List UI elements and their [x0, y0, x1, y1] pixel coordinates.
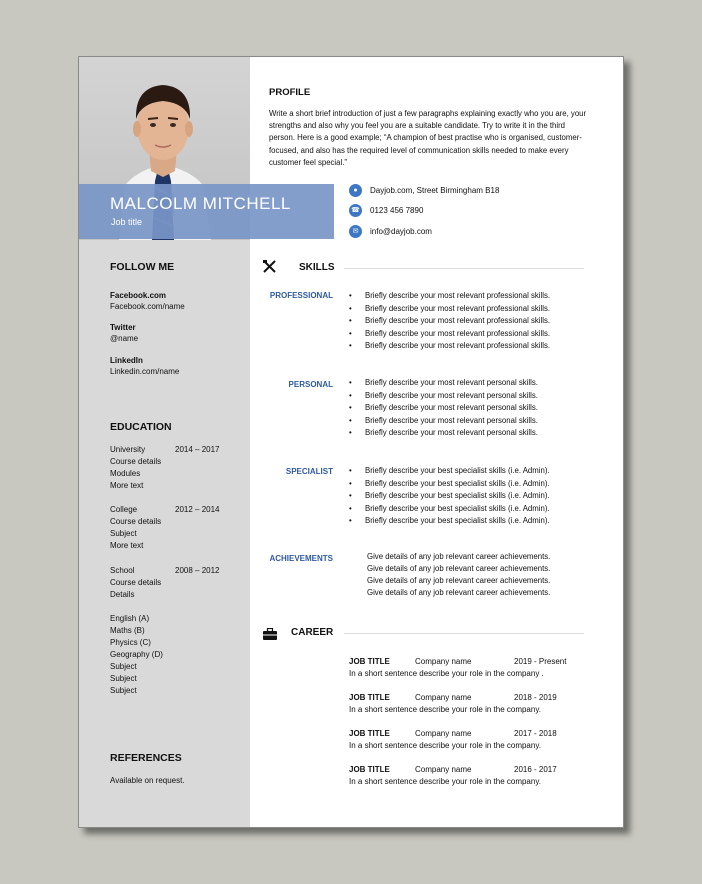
skills-heading: SKILLS [299, 262, 335, 273]
career-entry [349, 692, 599, 716]
achievement-item: Give details of any job relevant career achievements. [367, 576, 551, 585]
skill-item: • Briefly describe your best specialist skills (i.e. Admin). [347, 478, 550, 491]
skill-item: • Briefly describe your most relevant personal skills. [347, 427, 538, 440]
facebook-label: Facebook.com [110, 291, 167, 300]
skill-item: • Briefly describe your most relevant professional skills. [347, 328, 550, 341]
facebook-link[interactable]: Facebook.com/name [110, 302, 185, 311]
skill-item: • Briefly describe your most relevant professional skills. [347, 303, 550, 316]
career-dates: 2019 - Present [514, 657, 567, 666]
achievements-list [367, 551, 550, 599]
career-heading: CAREER [291, 627, 334, 638]
email-icon: ✉ [349, 225, 362, 238]
resume-page [78, 56, 624, 828]
career-job-title: JOB TITLE [349, 693, 390, 702]
education-line: Modules [110, 469, 141, 478]
education-block [110, 565, 240, 601]
skill-item: • Briefly describe your most relevant professional skills. [347, 290, 550, 303]
subject-item: Maths (B) [110, 626, 145, 635]
career-description: In a short sentence describe your role in the company. [349, 741, 541, 750]
briefcase-icon [263, 627, 277, 645]
education-block [110, 444, 240, 492]
career-entry [349, 656, 599, 680]
skill-item: • Briefly describe your most relevant personal skills. [347, 415, 538, 428]
education-years: 2014 – 2017 [175, 445, 220, 454]
skill-item: • Briefly describe your best specialist skills (i.e. Admin). [347, 465, 550, 478]
subject-item: Subject [110, 674, 137, 683]
candidate-job-title: Job title [111, 217, 143, 227]
education-line: Course details [110, 578, 162, 587]
education-line: College [110, 505, 138, 514]
skill-item: • Briefly describe your best specialist skills (i.e. Admin). [347, 503, 550, 516]
references-text: Available on request. [110, 776, 185, 785]
education-line: More text [110, 481, 144, 490]
education-line: Course details [110, 517, 162, 526]
career-company: Company name [415, 729, 472, 738]
achievement-item: Give details of any job relevant career achievements. [367, 552, 551, 561]
achievements-label: ACHIEVEMENTS [269, 554, 333, 563]
education-line: Subject [110, 529, 137, 538]
career-description: In a short sentence describe your role in the company. [349, 777, 541, 786]
follow-heading: FOLLOW ME [110, 261, 175, 273]
specialist-skills-list [347, 465, 550, 528]
subject-item: Geography (D) [110, 650, 163, 659]
skill-item: • Briefly describe your most relevant professional skills. [347, 315, 550, 328]
tools-icon [263, 260, 276, 278]
linkedin-label: LinkedIn [110, 356, 143, 365]
education-block [110, 504, 240, 552]
phone-text[interactable]: 0123 456 7890 [370, 206, 424, 215]
career-company: Company name [415, 657, 472, 666]
twitter-label: Twitter [110, 323, 136, 332]
skill-group-label: PERSONAL [288, 380, 333, 389]
education-years: 2012 – 2014 [175, 505, 220, 514]
career-dates: 2018 - 2019 [514, 693, 557, 702]
skill-item: • Briefly describe your best specialist skills (i.e. Admin). [347, 490, 550, 503]
education-line: Course details [110, 457, 162, 466]
subject-item: Subject [110, 662, 137, 671]
career-job-title: JOB TITLE [349, 729, 390, 738]
education-line: Details [110, 590, 135, 599]
achievement-item: Give details of any job relevant career achievements. [367, 564, 551, 573]
career-company: Company name [415, 693, 472, 702]
twitter-handle[interactable]: @name [110, 334, 139, 343]
subjects-list [110, 613, 240, 697]
map-pin-icon: ● [349, 184, 362, 197]
education-line: School [110, 566, 135, 575]
education-heading: EDUCATION [110, 421, 172, 433]
linkedin-link[interactable]: Linkedin.com/name [110, 367, 180, 376]
subject-item: Physics (C) [110, 638, 151, 647]
education-years: 2008 – 2012 [175, 566, 220, 575]
profile-heading: PROFILE [269, 87, 311, 98]
career-job-title: JOB TITLE [349, 657, 390, 666]
career-description: In a short sentence describe your role in the company . [349, 669, 544, 678]
career-description: In a short sentence describe your role in the company. [349, 705, 541, 714]
education-line: More text [110, 541, 144, 550]
skill-group-label: PROFESSIONAL [269, 291, 333, 300]
skill-item: • Briefly describe your most relevant professional skills. [347, 340, 550, 353]
career-dates: 2017 - 2018 [514, 729, 557, 738]
skill-item: • Briefly describe your most relevant personal skills. [347, 377, 538, 390]
subject-item: Subject [110, 686, 137, 695]
skills-divider [344, 268, 584, 269]
address-text: Dayjob.com, Street Birmingham B18 [370, 186, 500, 195]
achievement-item: Give details of any job relevant career achievements. [367, 588, 551, 597]
skill-item: • Briefly describe your most relevant personal skills. [347, 402, 538, 415]
career-dates: 2016 - 2017 [514, 765, 557, 774]
phone-icon: ☎ [349, 204, 362, 217]
career-entry [349, 728, 599, 752]
skill-group-label: SPECIALIST [285, 467, 333, 476]
career-job-title: JOB TITLE [349, 765, 390, 774]
education-line: University [110, 445, 146, 454]
career-divider [344, 633, 584, 634]
personal-skills-list [347, 377, 538, 440]
email-text[interactable]: info@dayjob.com [370, 227, 432, 236]
career-entry [349, 764, 599, 788]
skill-item: • Briefly describe your most relevant personal skills. [347, 390, 538, 403]
professional-skills-list [347, 290, 550, 353]
subject-item: English (A) [110, 614, 150, 623]
references-heading: REFERENCES [110, 752, 182, 764]
candidate-name: MALCOLM MITCHELL [110, 194, 291, 213]
profile-text: Write a short brief introduction of just a few paragraphs explaining exactly who you are, your strengths and also why you feel you are a suitable candidate. Try to write it in the third person. Here is a good example; “A champion of best practise who is organised, customer-focused, and also has the required level of communication skills needed to make every customer feel special.” [269, 109, 587, 167]
career-company: Company name [415, 765, 472, 774]
skill-item: • Briefly describe your best specialist skills (i.e. Admin). [347, 515, 550, 528]
